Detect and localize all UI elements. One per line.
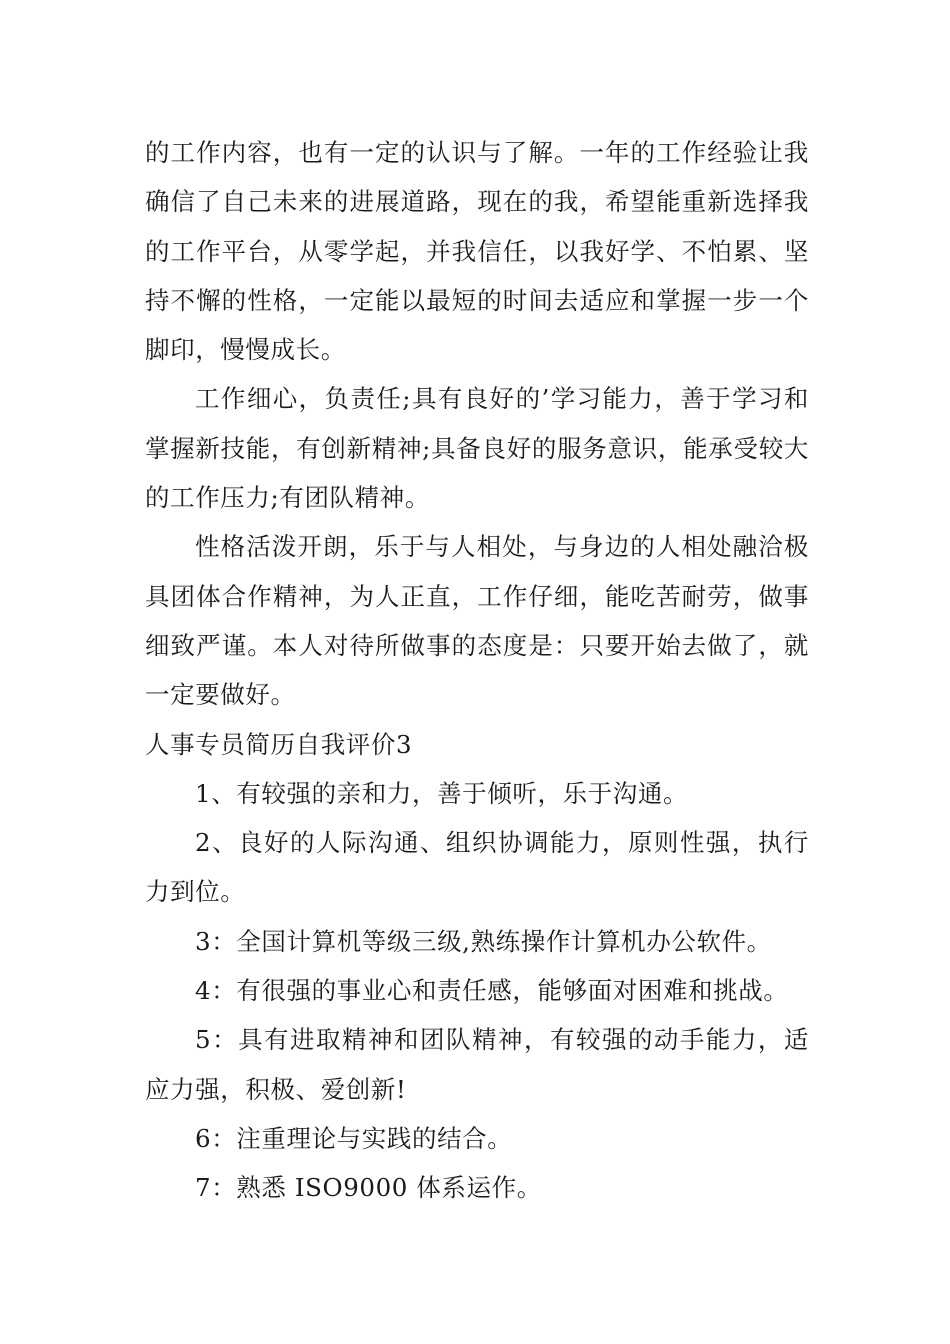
list-item: 4：有很强的事业心和责任感，能够面对困难和挑战。 (195, 976, 789, 1006)
paragraph-work-attitude: 工作细心，负责任;具有良好的’学习能力，善于学习和掌握新技能，有创新精神;具备良好的服务意识，能承受较大的工作压力;有团队精神。 (145, 384, 809, 513)
paragraph-personality: 性格活泼开朗，乐于与人相处，与身边的人相处融洽极具团体合作精神，为人正直，工作仔细，能吃苦耐劳，做事细致严谨。本人对待所做事的态度是：只要开始去做了，就一定要做好。 (145, 532, 809, 710)
list-item: 1、有较强的亲和力，善于倾听，乐于沟通。 (195, 778, 689, 808)
section-heading: 人事专员简历自我评价3 (145, 729, 413, 759)
list-item: 5：具有进取精神和团队精神，有较强的动手能力，适应力强，积极、爱创新! (145, 1025, 809, 1104)
list-item: 6：注重理论与实践的结合。 (195, 1123, 513, 1153)
document-body (145, 128, 809, 1213)
paragraph-continuation: 的工作内容，也有一定的认识与了解。一年的工作经验让我确信了自己未来的进展道路，现在的我，希望能重新选择我的工作平台，从零学起，并我信任，以我好学、不怕累、坚持不懈的性格，一定能以最短的时间去适应和掌握一步一个脚印，慢慢成长。 (145, 138, 809, 365)
list-item: 3：全国计算机等级三级,熟练操作计算机办公软件。 (195, 926, 772, 956)
list-item: 2、良好的人际沟通、组织协调能力，原则性强，执行力到位。 (145, 828, 809, 907)
list-item: 7：熟悉 ISO9000 体系运作。 (195, 1173, 542, 1203)
